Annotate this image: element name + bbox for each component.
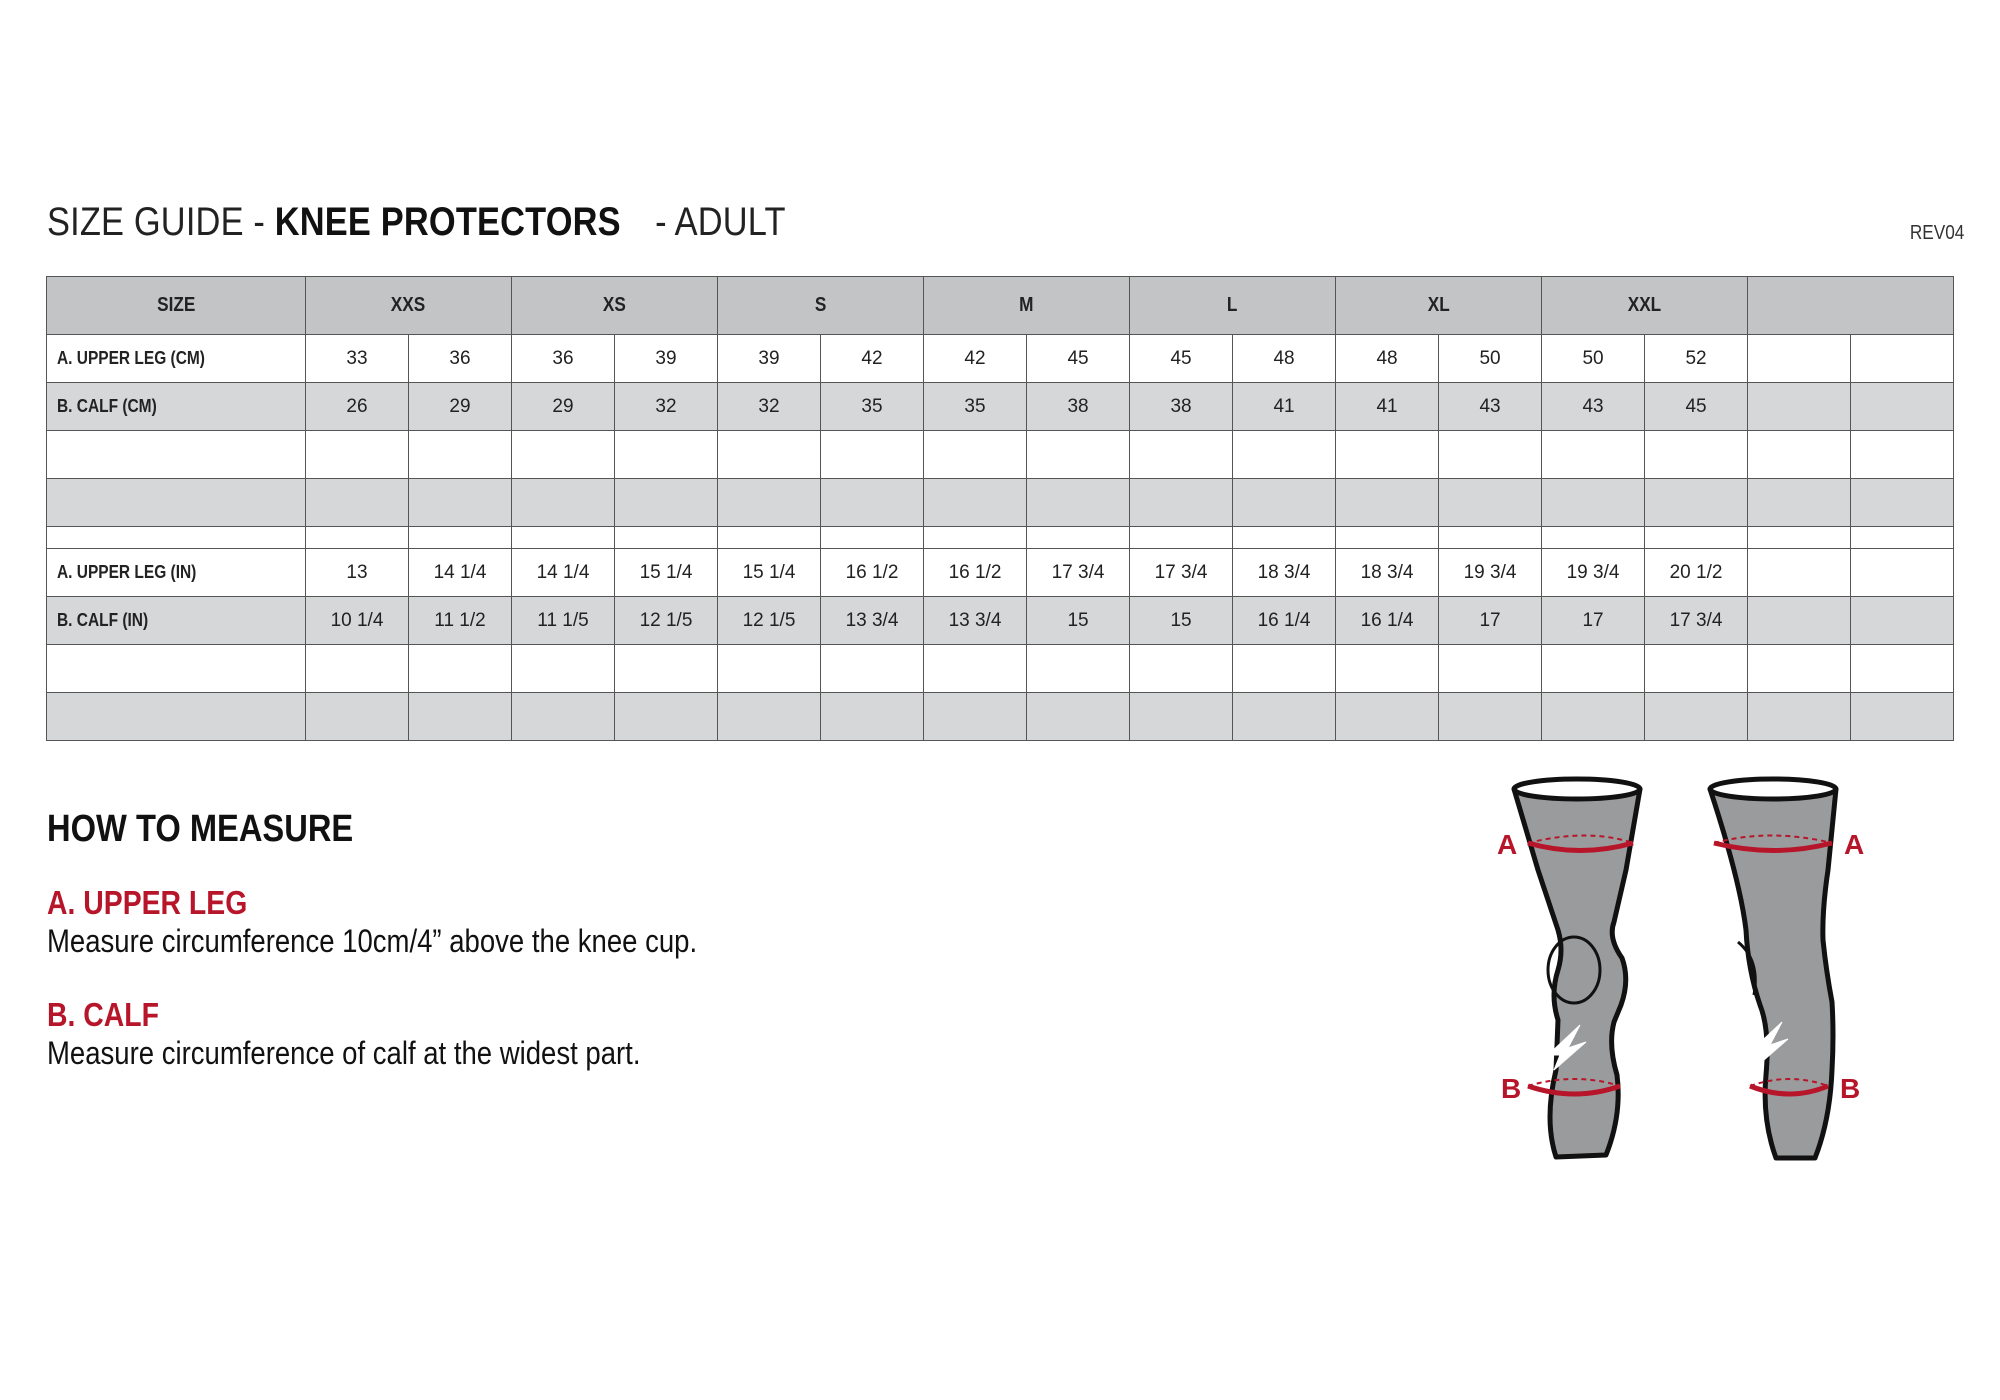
measurement-cell: 50: [1542, 335, 1645, 383]
empty-row: [47, 431, 2000, 479]
measurement-cell: 13: [306, 549, 409, 597]
measurement-cell: [409, 645, 512, 693]
measurement-cell: 17 3/4: [1130, 549, 1233, 597]
size-header-row: [47, 277, 2000, 335]
measurement-cell: 32: [718, 383, 821, 431]
row-label: A. UPPER LEG (IN): [47, 549, 306, 597]
size-header-cell: XXS: [306, 277, 512, 335]
page-title: [47, 200, 786, 245]
measurement-cell: [1439, 645, 1542, 693]
measurement-cell: [1233, 431, 1336, 479]
measurement-cell: [512, 645, 615, 693]
title-product: KNEE PROTECTORS: [274, 200, 621, 244]
measurement-cell: [924, 527, 1027, 549]
measurement-cell: [924, 693, 1027, 741]
measurement-cell: 17: [1542, 597, 1645, 645]
measurement-cell: [821, 479, 924, 527]
measurement-cell: 39: [718, 335, 821, 383]
measurement-cell: [1336, 645, 1439, 693]
empty-row: [47, 645, 2000, 693]
calf-step-title: B. CALF: [47, 996, 159, 1033]
measurement-cell: [615, 645, 718, 693]
measurement-cell: [1851, 693, 1954, 741]
side-marker-a: A: [1844, 829, 1865, 860]
measurement-cell: [1748, 549, 1851, 597]
upper-leg-step-description: Measure circumference 10cm/4” above the knee cup.: [47, 923, 698, 959]
measurement-cell: [409, 479, 512, 527]
measurement-cell: [1851, 527, 1954, 549]
measurement-cell: [1851, 549, 1954, 597]
measurement-cell: 41: [1233, 383, 1336, 431]
measurement-cell: 14 1/4: [512, 549, 615, 597]
measurement-cell: [1130, 693, 1233, 741]
front-marker-b: B: [1501, 1073, 1522, 1104]
measurement-cell: 12 1/5: [615, 597, 718, 645]
measurement-cell: [1851, 597, 1954, 645]
revision-label: REV04: [1909, 222, 1964, 244]
measurement-cell: [1130, 645, 1233, 693]
measurement-cell: [1645, 527, 1748, 549]
measurement-cell: [1542, 645, 1645, 693]
measurement-cell: [615, 693, 718, 741]
measurement-cell: 35: [924, 383, 1027, 431]
row-label: [47, 527, 306, 549]
upper-leg-step-title: A. UPPER LEG: [47, 884, 248, 921]
measurement-cell: 16 1/4: [1233, 597, 1336, 645]
measurement-cell: 41: [1336, 383, 1439, 431]
calf-in-row: [47, 597, 2000, 645]
measurement-cell: [1439, 527, 1542, 549]
calf-cm-row: [47, 383, 2000, 431]
measurement-cell: 38: [1130, 383, 1233, 431]
measurement-cell: [512, 431, 615, 479]
measurement-cell: [615, 527, 718, 549]
measurement-cell: 45: [1645, 383, 1748, 431]
measurement-cell: 33: [306, 335, 409, 383]
measurement-cell: [924, 645, 1027, 693]
measurement-cell: [1748, 431, 1851, 479]
measurement-cell: [718, 431, 821, 479]
measurement-cell: [1542, 527, 1645, 549]
spacer-row: [47, 527, 2000, 549]
measurement-cell: [1851, 335, 1954, 383]
measurement-cell: [306, 527, 409, 549]
row-label: A. UPPER LEG (CM): [47, 335, 306, 383]
measurement-cell: 42: [924, 335, 1027, 383]
measurement-cell: 17 3/4: [1645, 597, 1748, 645]
measurement-cell: 52: [1645, 335, 1748, 383]
measurement-cell: [1336, 693, 1439, 741]
measurement-cell: 43: [1439, 383, 1542, 431]
measurement-cell: 45: [1130, 335, 1233, 383]
measurement-cell: [1748, 527, 1851, 549]
measurement-cell: [924, 479, 1027, 527]
upper-leg-in-row: [47, 549, 2000, 597]
measurement-cell: [409, 527, 512, 549]
measurement-cell: [1748, 693, 1851, 741]
measurement-cell: [1233, 527, 1336, 549]
measurement-cell: [1233, 479, 1336, 527]
measurement-cell: [1645, 645, 1748, 693]
front-marker-a: A: [1497, 829, 1518, 860]
measurement-cell: [1851, 479, 1954, 527]
measurement-cell: 43: [1542, 383, 1645, 431]
measurement-cell: [1542, 431, 1645, 479]
measurement-cell: [821, 431, 924, 479]
measurement-cell: [1542, 479, 1645, 527]
measurement-cell: [1439, 693, 1542, 741]
measurement-cell: [615, 431, 718, 479]
measurement-cell: 48: [1336, 335, 1439, 383]
measurement-cell: [718, 645, 821, 693]
measurement-cell: 32: [615, 383, 718, 431]
measurement-cell: [821, 527, 924, 549]
measurement-cell: 29: [512, 383, 615, 431]
how-to-measure-heading: HOW TO MEASURE: [47, 808, 354, 850]
measurement-cell: 18 3/4: [1233, 549, 1336, 597]
measurement-cell: [512, 527, 615, 549]
measurement-cell: 13 3/4: [821, 597, 924, 645]
row-label: [47, 431, 306, 479]
measurement-cell: [615, 479, 718, 527]
row-label: B. CALF (CM): [47, 383, 306, 431]
measurement-cell: [1233, 693, 1336, 741]
measurement-cell: 50: [1439, 335, 1542, 383]
measurement-cell: [306, 693, 409, 741]
measurement-cell: [1851, 645, 1954, 693]
side-marker-b: B: [1840, 1073, 1861, 1104]
measurement-cell: [1336, 431, 1439, 479]
measurement-cell: [306, 645, 409, 693]
measurement-cell: [1748, 645, 1851, 693]
measurement-cell: [1233, 645, 1336, 693]
measurement-cell: [512, 479, 615, 527]
measurement-cell: [306, 431, 409, 479]
measurement-cell: [1851, 431, 1954, 479]
measurement-cell: 16 1/2: [924, 549, 1027, 597]
empty-row: [47, 479, 2000, 527]
measurement-cell: [821, 645, 924, 693]
measurement-cell: [1645, 693, 1748, 741]
measurement-cell: [718, 479, 821, 527]
measurement-cell: 42: [821, 335, 924, 383]
measurement-cell: 36: [409, 335, 512, 383]
measurement-cell: [1439, 479, 1542, 527]
measurement-cell: 48: [1233, 335, 1336, 383]
title-suffix: - ADULT: [655, 200, 786, 244]
measurement-cell: 17 3/4: [1027, 549, 1130, 597]
row-label: B. CALF (IN): [47, 597, 306, 645]
measurement-cell: 38: [1027, 383, 1130, 431]
measurement-cell: 15 1/4: [718, 549, 821, 597]
measurement-cell: 17: [1439, 597, 1542, 645]
row-label: [47, 693, 306, 741]
size-table: [46, 276, 2000, 741]
calf-step-description: Measure circumference of calf at the widest part.: [47, 1035, 641, 1071]
measurement-cell: 29: [409, 383, 512, 431]
measurement-cell: [1748, 383, 1851, 431]
measurement-cell: 10 1/4: [306, 597, 409, 645]
title-prefix: SIZE GUIDE -: [47, 200, 275, 244]
measurement-cell: [306, 479, 409, 527]
row-label: [47, 645, 306, 693]
measurement-cell: [1027, 479, 1130, 527]
measurement-cell: 14 1/4: [409, 549, 512, 597]
size-header-cell: XL: [1336, 277, 1542, 335]
measurement-cell: [1645, 479, 1748, 527]
measurement-cell: 20 1/2: [1645, 549, 1748, 597]
measurement-cell: 35: [821, 383, 924, 431]
measurement-cell: 39: [615, 335, 718, 383]
size-header-cell: L: [1130, 277, 1336, 335]
measurement-cell: [1851, 383, 1954, 431]
measurement-cell: [821, 693, 924, 741]
knee-protector-diagram: [1460, 770, 1900, 1190]
size-header-cell: M: [924, 277, 1130, 335]
measurement-cell: [1130, 527, 1233, 549]
measurement-cell: [1336, 479, 1439, 527]
measurement-cell: 19 3/4: [1542, 549, 1645, 597]
size-header-cell: XS: [512, 277, 718, 335]
measurement-cell: 15: [1027, 597, 1130, 645]
front-protector-illustration: [1514, 779, 1640, 1157]
measurement-cell: [718, 527, 821, 549]
size-header-cell: S: [718, 277, 924, 335]
measurement-cell: 18 3/4: [1336, 549, 1439, 597]
measurement-cell: [1130, 479, 1233, 527]
empty-row: [47, 693, 2000, 741]
measurement-cell: [1645, 431, 1748, 479]
size-header-cell: [1748, 277, 1954, 335]
measurement-cell: [1027, 431, 1130, 479]
measurement-cell: [1439, 431, 1542, 479]
measurement-cell: [1027, 527, 1130, 549]
measurement-cell: 15 1/4: [615, 549, 718, 597]
measurement-cell: [1130, 431, 1233, 479]
measurement-cell: [409, 431, 512, 479]
measurement-cell: [718, 693, 821, 741]
measurement-cell: [1336, 527, 1439, 549]
measurement-cell: 36: [512, 335, 615, 383]
measurement-cell: 16 1/4: [1336, 597, 1439, 645]
size-header-label: SIZE: [47, 277, 306, 335]
measurement-cell: 13 3/4: [924, 597, 1027, 645]
measurement-cell: 11 1/2: [409, 597, 512, 645]
measurement-cell: 26: [306, 383, 409, 431]
measurement-cell: [1748, 597, 1851, 645]
measurement-cell: [1748, 335, 1851, 383]
measurement-cell: 16 1/2: [821, 549, 924, 597]
measurement-cell: [512, 693, 615, 741]
row-label: [47, 479, 306, 527]
measurement-cell: [1542, 693, 1645, 741]
measurement-cell: [924, 431, 1027, 479]
side-protector-illustration: [1710, 779, 1836, 1158]
measurement-cell: [409, 693, 512, 741]
measurement-cell: [1027, 693, 1130, 741]
measurement-cell: 45: [1027, 335, 1130, 383]
upper-leg-cm-row: [47, 335, 2000, 383]
measurement-cell: 19 3/4: [1439, 549, 1542, 597]
measurement-cell: [1027, 645, 1130, 693]
measurement-cell: 11 1/5: [512, 597, 615, 645]
measurement-cell: [1748, 479, 1851, 527]
size-header-cell: XXL: [1542, 277, 1748, 335]
measurement-cell: 12 1/5: [718, 597, 821, 645]
measurement-cell: 15: [1130, 597, 1233, 645]
